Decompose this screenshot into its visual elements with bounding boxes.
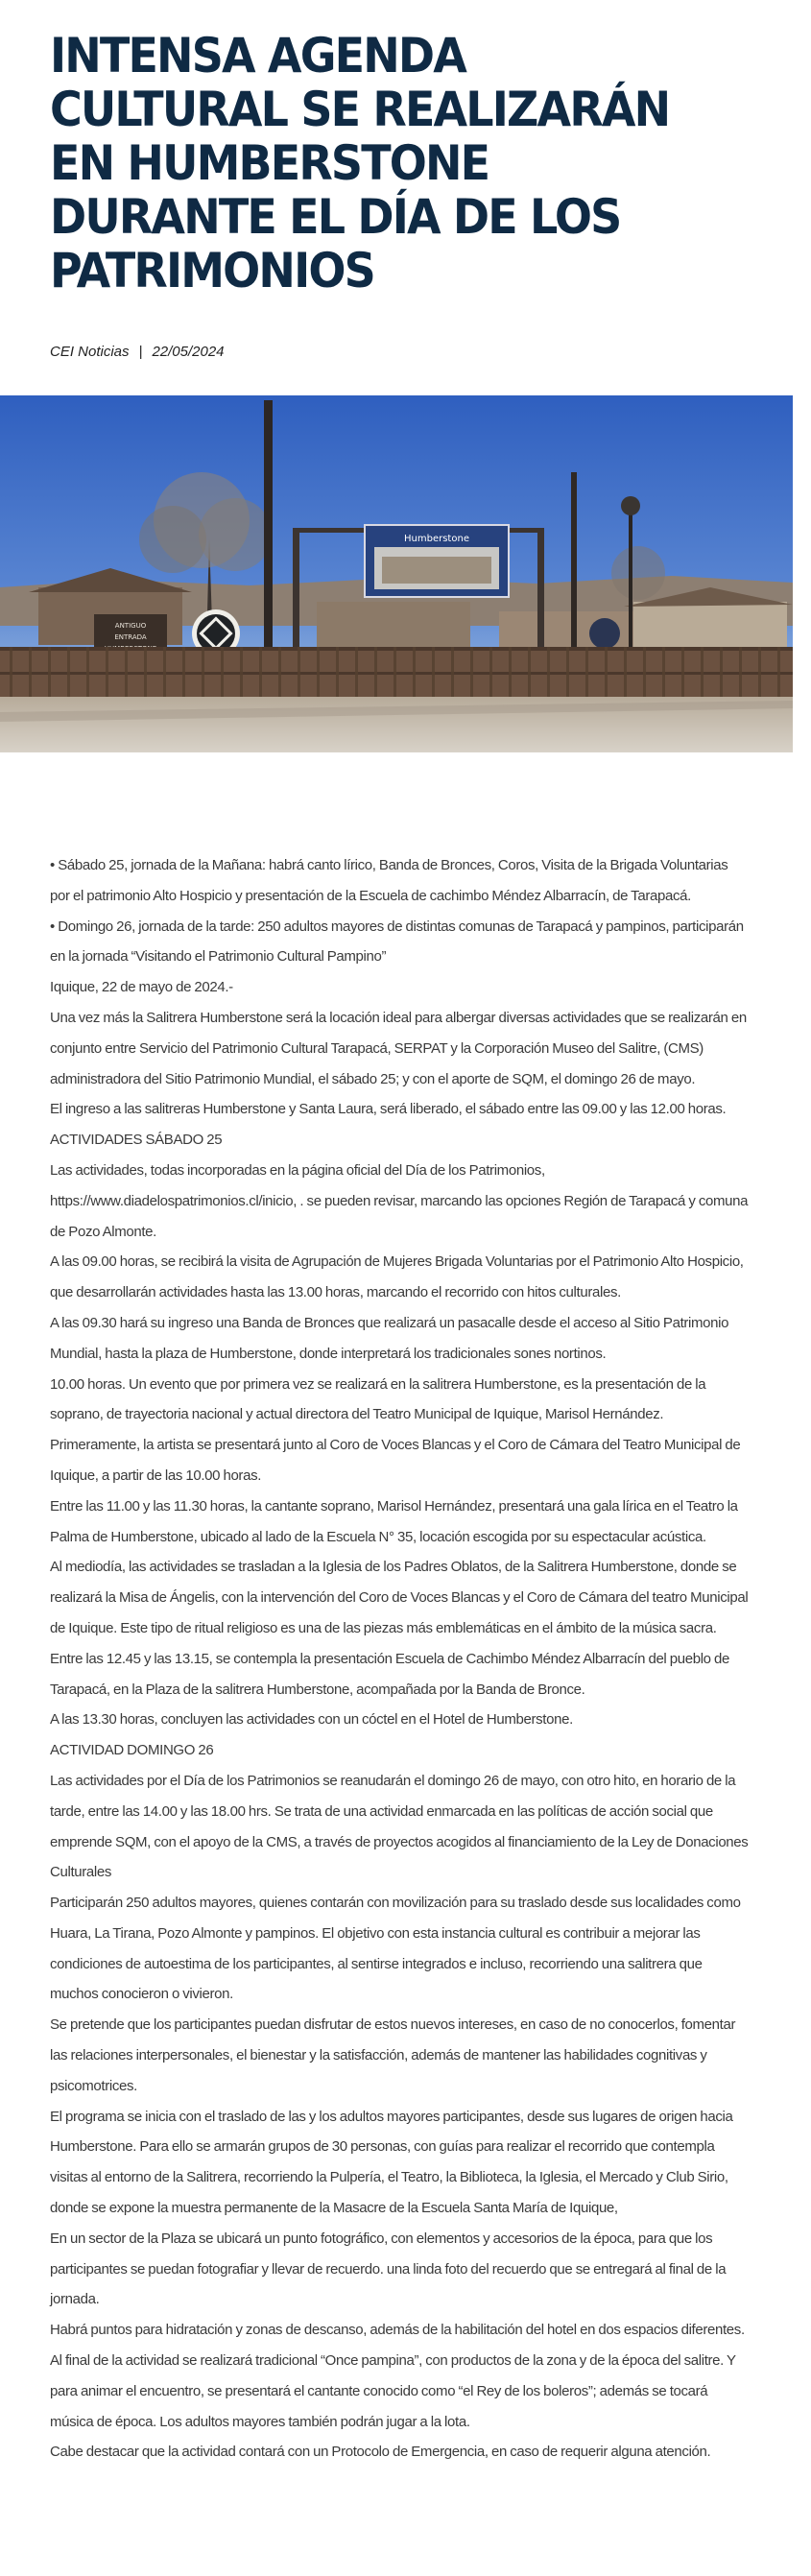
paragraph: A las 13.30 horas, concluyen las actividades con un cóctel en el Hotel de Humberstone. [50, 1711, 573, 1729]
paragraph: Iquique, 22 de mayo de 2024.- [50, 979, 233, 996]
paragraph: • Sábado 25, jornada de la Mañana: habrá canto lírico, Banda de Bronces, Coros, Visita de la Brigada Voluntarias por el patrimonio Alto Hospicio y presentación de la Escuela de cachimbo Méndez Albarracín, de Tarapacá. [50, 857, 728, 904]
paragraph: Participarán 250 adultos mayores, quienes contarán con movilización para su traslado desde sus localidades como Huara, La Tirana, Pozo Almonte y pampinos. El objetivo con esta instancia cultural es contribuir a mejorar las condiciones de autoestima de los participantes, al sentirse integrados e incluso, recorriendo una salitrera que muchos conocieron o vivieron. [50, 1895, 741, 2003]
article-title: INTENSA AGENDA CULTURAL SE REALIZARÁN EN HUMBERSTONE DURANTE EL DÍA DE LOS PATRIMONIOS [50, 28, 670, 298]
paragraph: A las 09.00 horas, se recibirá la visita de Agrupación de Mujeres Brigada Voluntarias por el Patrimonio Alto Hospicio, que desarrollarán actividades hasta las 13.00 horas, marcando el recorrido con hitos culturales. [50, 1253, 744, 1301]
byline-separator: | [138, 344, 143, 360]
paragraph: Habrá puntos para hidratación y zonas de descanso, además de la habilitación del hotel en dos espacios diferentes. [50, 2322, 745, 2339]
paragraph: A las 09.30 hará su ingreso una Banda de Bronces que realizará un pasacalle desde el acceso al Sitio Patrimonio Mundial, hasta la plaza de Humberstone, donde interpretará los tradicionales sones nortinos. [50, 1314, 729, 1362]
lamp-post [629, 506, 632, 655]
paragraph: • Domingo 26, jornada de la tarde: 250 adultos mayores de distintas comunas de Tarapacá y pampinos, participarán en la jornada “Visitando el Patrimonio Cultural Pampino” [50, 918, 744, 966]
hero-image [0, 395, 793, 752]
paragraph: Entre las 12.45 y las 13.15, se contempla la presentación Escuela de Cachimbo Méndez Albarracín del pueblo de Tarapacá, en la Plaza de la salitrera Humberstone, acompañada por la Banda de Bronce. [50, 1650, 729, 1698]
section-heading: ACTIVIDAD DOMINGO 26 [50, 1742, 214, 1759]
paragraph: Al final de la actividad se realizará tradicional “Once pampina”, con productos de la zona y de la época del salitre. Y para animar el encuentro, se presentará el cantante conocido como “el Rey de los boleros”; además se tocará música de época. Los adultos mayores también podrán jugar a la lota. [50, 2352, 736, 2430]
byline [50, 344, 225, 360]
paragraph: En un sector de la Plaza se ubicará un punto fotográfico, con elementos y accesorios de la época, para que los participantes se puedan fotografiar y llevar de recuerdo. una linda foto del recuerdo que se entregará al final de la jornada. [50, 2230, 727, 2308]
section-heading: ACTIVIDADES SÁBADO 25 [50, 1132, 223, 1149]
svg-text:Humberstone: Humberstone [404, 534, 469, 544]
pole [264, 400, 273, 655]
svg-text:ANTIGUO: ANTIGUO [114, 622, 147, 630]
humberstone-banner [365, 525, 509, 597]
publish-date: 22/05/2024 [152, 344, 225, 360]
paragraph: Una vez más la Salitrera Humberstone será la locación ideal para albergar diversas actividades que se realizarán en conjunto entre Servicio del Patrimonio Cultural Tarapacá, SERPAT y la Corporación Museo del Salitre, (CMS) administradora del Sitio Patrimonio Mundial, el sábado 25; y con el aporte de SQM, el domingo 26 de mayo. [50, 1009, 747, 1087]
source-link[interactable]: CEI Noticias [50, 344, 130, 360]
paragraph: 10.00 horas. Un evento que por primera vez se realizará en la salitrera Humberstone, es la presentación de la soprano, de trayectoria nacional y actual directora del Teatro Municipal de Iquique, Marisol Hernández. Primeramente, la artista se presentará junto al Coro de Voces Blancas y el Coro de Cámara del Teatro Municipal de Iquique, a partir de las 10.00 horas. [50, 1375, 741, 1484]
article-body [50, 850, 751, 2468]
paragraph: Se pretende que los participantes puedan disfrutar de estos nuevos intereses, en caso de no conocerlos, fomentar las relaciones interpersonales, el bienestar y la satisfacción, además de mantener las habilidades cognitivas y psicomotrices. [50, 2016, 736, 2094]
paragraph: Las actividades, todas incorporadas en la página oficial del Día de los Patrimonios, https://www.diadelospatrimonios.cl/inicio, . se pueden revisar, marcando las opciones Región de Tarapacá y comuna de Pozo Almonte. [50, 1161, 749, 1240]
info-sign [589, 618, 620, 649]
svg-text:ENTRADA: ENTRADA [114, 633, 147, 641]
paragraph: Cabe destacar que la actividad contará con un Protocolo de Emergencia, en caso de requerir alguna atención. [50, 2444, 711, 2461]
paragraph: Entre las 11.00 y las 11.30 horas, la cantante soprano, Marisol Hernández, presentará una gala lírica en el Teatro la Palma de Humberstone, ubicado al lado de la Escuela N° 35, locación escogida por su espectacular acústica. [50, 1497, 738, 1545]
paragraph: El programa se inicia con el traslado de las y los adultos mayores participantes, desde sus lugares de origen hacia Humberstone. Para ello se armarán grupos de 30 personas, con guías para realizar el recorrido que contempla visitas al entorno de la Salitrera, recorriendo la Pulpería, el Teatro, la Biblioteca, la Iglesia, el Mercado y Club Sirio, donde se expone la muestra permanente de la Masacre de la Escuela Santa María de Iquique, [50, 2108, 733, 2217]
paragraph: Las actividades por el Día de los Patrimonios se reanudarán el domingo 26 de mayo, con otro hito, en horario de la tarde, entre las 14.00 y las 18.00 hrs. Se trata de una actividad enmarcada en las políticas de acción social que emprende SQM, con el apoyo de la CMS, a través de proyectos acogidos al financiamiento de la Ley de Donaciones Culturales [50, 1772, 749, 1881]
paragraph: El ingreso a las salitreras Humberstone y Santa Laura, será liberado, el sábado entre las 09.00 y las 12.00 horas. [50, 1101, 727, 1118]
paragraph: Al mediodía, las actividades se trasladan a la Iglesia de los Padres Oblatos, de la Salitrera Humberstone, donde se realizará la Misa de Ángelis, con la intervención del Coro de Voces Blancas y el Coro de Cámara del teatro Municipal de Iquique. Este tipo de ritual religioso es una de las piezas más emblemáticas en el ámbito de la música sacra. [50, 1559, 749, 1636]
